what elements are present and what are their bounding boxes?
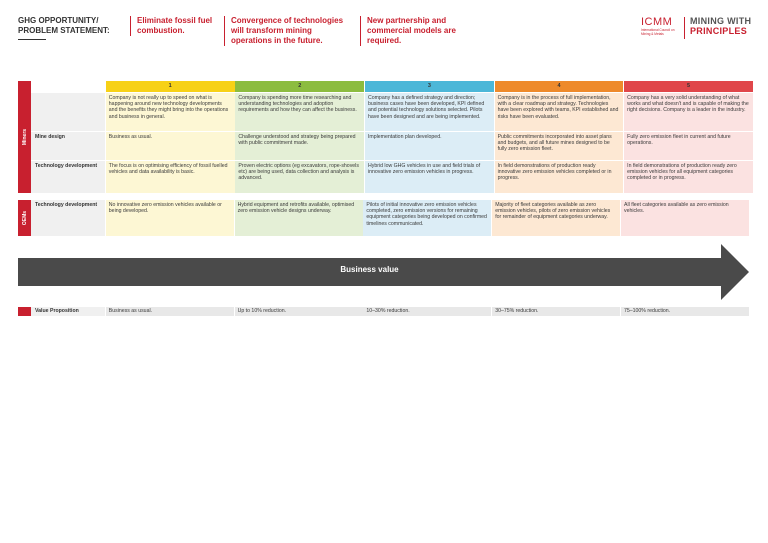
- oems-tech-dev-level-2: Hybrid equipment and retrofits available, optimised zero emission vehicle designs underway.: [235, 200, 363, 236]
- level-3-header: 3: [365, 81, 494, 92]
- statement-1: Eliminate fossil fuel combustion.: [130, 16, 218, 36]
- level-4-header: 4: [495, 81, 624, 92]
- value-proposition-level-3: 10–30% reduction.: [363, 307, 491, 316]
- value-proposition-level-5: 75–100% reduction.: [621, 307, 749, 316]
- oems-tech-dev-level-3: Pilots of initial innovative zero emission vehicles completed, zero emission versions for remaining equipment categories being developed on confirmed timelines communicated.: [363, 200, 491, 236]
- oems-tech-dev-level-1: No innovative zero emission vehicles available or being developed.: [106, 200, 234, 236]
- level-1-header: 1: [106, 81, 235, 92]
- level-header-row: [31, 81, 753, 92]
- problem-statement-title: GHG OPPORTUNITY/ PROBLEM STATEMENT:: [18, 16, 110, 35]
- value-proposition-level-4: 30–75% reduction.: [492, 307, 620, 316]
- mine-design-level-2: Challenge understood and strategy being prepared with public commitment made.: [235, 132, 364, 160]
- mine-design-level-4: Public commitments incorporated into asset plans and budgets, and all future mines designed to be fully zero emission fleet.: [495, 132, 624, 160]
- logo-divider: [684, 17, 685, 39]
- statement-3: New partnership and commercial models are required.: [360, 16, 460, 46]
- miners-tech-dev-level-2: Proven electric options (eg excavators, rope-shovels etc) are being used, data collection and analysis is advanced.: [235, 161, 364, 193]
- mine-design-label: Mine design: [31, 132, 105, 160]
- level-2-header: 2: [235, 81, 364, 92]
- group-gap: [18, 193, 749, 200]
- mine-design-level-1: Business as usual.: [106, 132, 235, 160]
- level-description-row: [31, 93, 753, 131]
- miners-group-bar: [18, 81, 31, 193]
- business-value-label: Business value: [340, 265, 399, 274]
- level-4-description: Company is in the process of full implementation, with a clear roadmap and strategy. Technologies have been explored with teams, KPI established and risks have been evaluated.: [495, 93, 624, 131]
- icmm-subtitle: International Council on Mining & Metals: [641, 28, 675, 36]
- miners-tech-dev-level-1: The focus is on optimising efficiency of fossil fuelled vehicles and data availability is basic.: [106, 161, 235, 193]
- icmm-logo: [641, 16, 751, 40]
- title-underline: [18, 39, 46, 40]
- logo-line-2: PRINCIPLES: [690, 26, 748, 36]
- miners-tech-dev-level-5: In field demonstrations of production ready zero emission vehicles for all equipment categories completed or in progress.: [624, 161, 753, 193]
- maturity-matrix: [18, 81, 749, 236]
- miners-group: [18, 81, 749, 193]
- level-2-description: Company is spending more time researching and understanding technologies and adoption requirements and how they can affect the business.: [235, 93, 364, 131]
- level-5-description: Company has a very solid understanding of what works and what doesn't and is capable of making the right decisions. Company is a leader in the industry.: [624, 93, 753, 131]
- value-proposition-level-1: Business as usual.: [106, 307, 234, 316]
- oems-technology-development-label: Technology development: [31, 200, 105, 236]
- oems-group: [18, 200, 749, 236]
- miners-tech-dev-level-3: Hybrid low GHG vehicles in use and field trials of innovative zero emission vehicles in progress.: [365, 161, 494, 193]
- oems-group-label: OEMs: [21, 210, 28, 226]
- value-proposition-label: Value Proposition: [31, 307, 105, 316]
- value-proposition-level-2: Up to 10% reduction.: [235, 307, 363, 316]
- miners-group-label: Miners: [21, 128, 28, 146]
- oems-group-bar: [18, 200, 31, 236]
- level-3-description: Company has a defined strategy and direction; business cases have been developed, KPI defined and potential technology solutions selected. Pilots have been designed and are being implemented.: [365, 93, 494, 131]
- oems-tech-dev-level-5: All fleet categories available as zero emission vehicles.: [621, 200, 749, 236]
- miners-technology-development-row: [31, 161, 753, 193]
- value-proposition-bar: [18, 307, 31, 316]
- level-1-description: Company is not really up to speed on what is happening around new technology developments and the benefits they might bring into the operations and business in general.: [106, 93, 235, 131]
- oems-tech-dev-level-4: Majority of fleet categories available as zero emission vehicles, pilots of zero emission vehicles for remainder of equipment categories underway.: [492, 200, 620, 236]
- level-header-spacer: [31, 81, 105, 92]
- statement-2: Convergence of technologies will transform mining operations in the future.: [224, 16, 352, 46]
- mine-design-level-3: Implementation plan developed.: [365, 132, 494, 160]
- value-proposition-row: [18, 307, 749, 316]
- mine-design-row: [31, 132, 753, 160]
- logo-line-1: MINING WITH: [690, 16, 752, 26]
- miners-tech-dev-level-4: In field demonstrations of production ready innovative zero emission vehicles completed or in progress.: [495, 161, 624, 193]
- icmm-wordmark: ICMM: [641, 16, 673, 28]
- level-5-header: 5: [624, 81, 753, 92]
- intro-label-spacer: [31, 93, 105, 131]
- mine-design-level-5: Fully zero emission fleet in current and future operations.: [624, 132, 753, 160]
- miners-technology-development-label: Technology development: [31, 161, 105, 193]
